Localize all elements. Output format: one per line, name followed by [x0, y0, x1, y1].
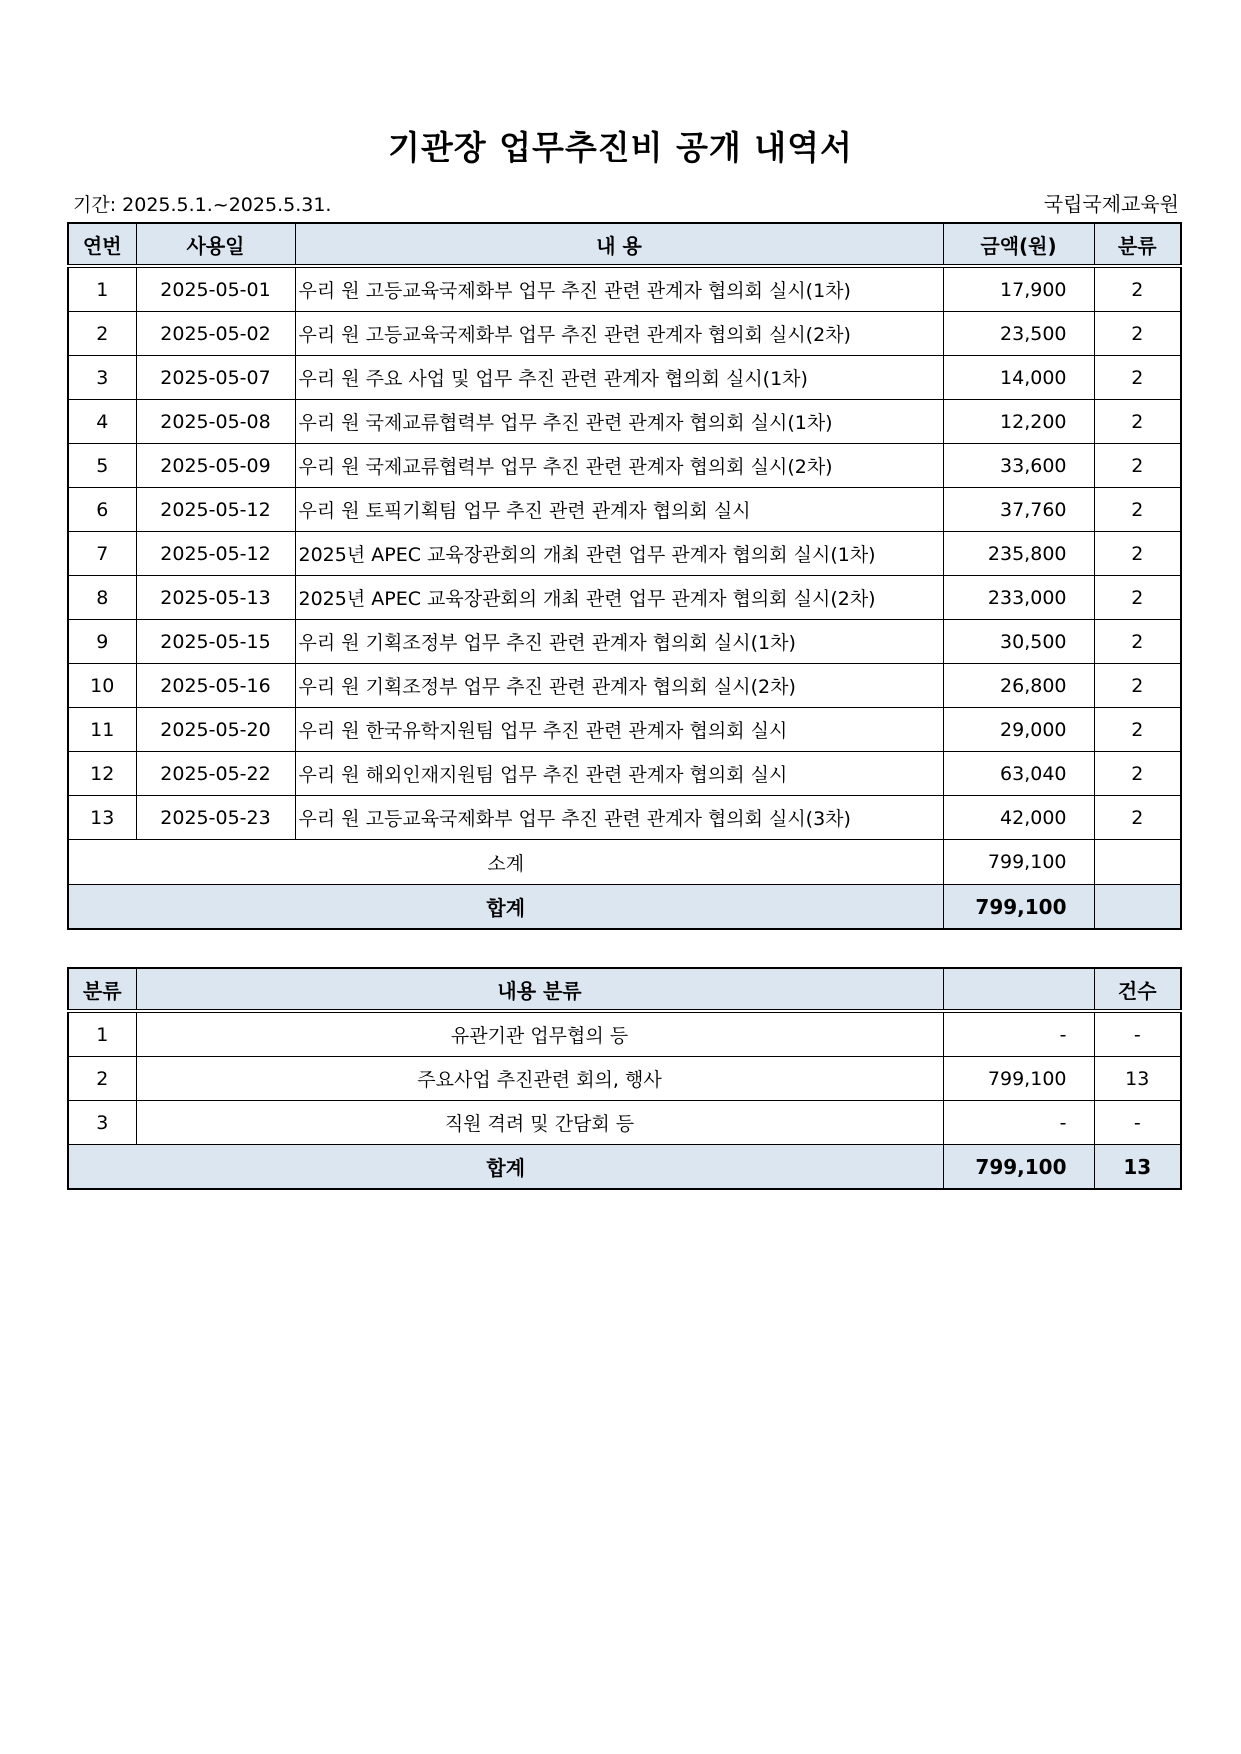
summary-row-count: -	[1094, 1011, 1181, 1057]
table-row	[68, 266, 1181, 312]
summary-row-amount: -	[943, 1101, 1094, 1145]
table-row	[68, 356, 1181, 400]
header-amount: 금액(원)	[943, 223, 1094, 266]
table-row	[68, 444, 1181, 488]
period-label: 기간: 2025.5.1.~2025.5.31.	[73, 194, 332, 216]
row-category: 2	[1094, 312, 1181, 356]
header-no: 연번	[68, 223, 136, 266]
row-amount: 63,040	[943, 752, 1094, 796]
row-no: 1	[68, 266, 136, 312]
row-category: 2	[1094, 576, 1181, 620]
header-category: 분류	[1094, 223, 1181, 266]
table-row	[68, 576, 1181, 620]
row-date: 2025-05-01	[136, 266, 295, 312]
row-content: 우리 원 고등교육국제화부 업무 추진 관련 관계자 협의회 실시(1차)	[295, 266, 943, 312]
row-amount: 23,500	[943, 312, 1094, 356]
table-row	[68, 400, 1181, 444]
row-content: 우리 원 고등교육국제화부 업무 추진 관련 관계자 협의회 실시(2차)	[295, 312, 943, 356]
table-row	[68, 1011, 1181, 1057]
organization-name: 국립국제교육원	[1043, 192, 1179, 216]
row-category: 2	[1094, 752, 1181, 796]
subtotal-row	[68, 840, 1181, 885]
summary-total-row	[68, 1145, 1181, 1190]
summary-header-description: 내용 분류	[136, 968, 943, 1011]
row-amount: 233,000	[943, 576, 1094, 620]
row-no: 13	[68, 796, 136, 840]
row-no: 2	[68, 312, 136, 356]
row-date: 2025-05-07	[136, 356, 295, 400]
row-date: 2025-05-20	[136, 708, 295, 752]
row-category: 2	[1094, 708, 1181, 752]
table-row	[68, 796, 1181, 840]
table-row	[68, 708, 1181, 752]
summary-total-amount: 799,100	[943, 1145, 1094, 1190]
table-row	[68, 532, 1181, 576]
summary-row-description: 주요사업 추진관련 회의, 행사	[136, 1057, 943, 1101]
row-no: 9	[68, 620, 136, 664]
summary-row-description: 유관기관 업무협의 등	[136, 1011, 943, 1057]
table-row	[68, 312, 1181, 356]
summary-header-amount	[943, 968, 1094, 1011]
subtotal-category-empty	[1094, 840, 1181, 885]
summary-header-category: 분류	[68, 968, 136, 1011]
row-category: 2	[1094, 664, 1181, 708]
total-row	[68, 885, 1181, 930]
row-date: 2025-05-13	[136, 576, 295, 620]
row-no: 11	[68, 708, 136, 752]
row-category: 2	[1094, 356, 1181, 400]
row-content: 우리 원 기획조정부 업무 추진 관련 관계자 협의회 실시(2차)	[295, 664, 943, 708]
row-content: 우리 원 고등교육국제화부 업무 추진 관련 관계자 협의회 실시(3차)	[295, 796, 943, 840]
total-label: 합계	[68, 885, 943, 930]
row-content: 우리 원 주요 사업 및 업무 추진 관련 관계자 협의회 실시(1차)	[295, 356, 943, 400]
row-date: 2025-05-09	[136, 444, 295, 488]
row-amount: 17,900	[943, 266, 1094, 312]
row-no: 7	[68, 532, 136, 576]
summary-row-category: 3	[68, 1101, 136, 1145]
row-content: 우리 원 국제교류협력부 업무 추진 관련 관계자 협의회 실시(1차)	[295, 400, 943, 444]
header-date: 사용일	[136, 223, 295, 266]
row-date: 2025-05-22	[136, 752, 295, 796]
category-summary-table	[67, 967, 1182, 1190]
row-amount: 235,800	[943, 532, 1094, 576]
row-category: 2	[1094, 620, 1181, 664]
row-date: 2025-05-23	[136, 796, 295, 840]
summary-row-amount: 799,100	[943, 1057, 1094, 1101]
row-content: 2025년 APEC 교육장관회의 개최 관련 업무 관계자 협의회 실시(1차)	[295, 532, 943, 576]
table-row	[68, 752, 1181, 796]
table-row	[68, 488, 1181, 532]
table-row	[68, 664, 1181, 708]
row-content: 2025년 APEC 교육장관회의 개최 관련 업무 관계자 협의회 실시(2차)	[295, 576, 943, 620]
row-no: 4	[68, 400, 136, 444]
summary-row-amount: -	[943, 1011, 1094, 1057]
summary-header-count: 건수	[1094, 968, 1181, 1011]
summary-table-body	[68, 1011, 1181, 1145]
table-row	[68, 620, 1181, 664]
row-amount: 12,200	[943, 400, 1094, 444]
row-content: 우리 원 기획조정부 업무 추진 관련 관계자 협의회 실시(1차)	[295, 620, 943, 664]
header-content: 내 용	[295, 223, 943, 266]
row-category: 2	[1094, 444, 1181, 488]
row-amount: 14,000	[943, 356, 1094, 400]
row-category: 2	[1094, 400, 1181, 444]
table-row	[68, 1057, 1181, 1101]
summary-row-count: -	[1094, 1101, 1181, 1145]
expense-table	[67, 222, 1182, 930]
row-amount: 30,500	[943, 620, 1094, 664]
summary-row-category: 2	[68, 1057, 136, 1101]
total-category-empty	[1094, 885, 1181, 930]
row-date: 2025-05-02	[136, 312, 295, 356]
row-category: 2	[1094, 532, 1181, 576]
subtotal-amount: 799,100	[943, 840, 1094, 885]
row-date: 2025-05-08	[136, 400, 295, 444]
row-amount: 42,000	[943, 796, 1094, 840]
row-amount: 37,760	[943, 488, 1094, 532]
row-content: 우리 원 한국유학지원팀 업무 추진 관련 관계자 협의회 실시	[295, 708, 943, 752]
summary-row-category: 1	[68, 1011, 136, 1057]
subtotal-label: 소계	[68, 840, 943, 885]
document-title: 기관장 업무추진비 공개 내역서	[388, 128, 853, 167]
row-category: 2	[1094, 488, 1181, 532]
row-no: 12	[68, 752, 136, 796]
row-amount: 33,600	[943, 444, 1094, 488]
table-row	[68, 1101, 1181, 1145]
summary-total-count: 13	[1094, 1145, 1181, 1190]
row-content: 우리 원 토픽기획팀 업무 추진 관련 관계자 협의회 실시	[295, 488, 943, 532]
row-no: 6	[68, 488, 136, 532]
row-no: 3	[68, 356, 136, 400]
row-amount: 29,000	[943, 708, 1094, 752]
row-content: 우리 원 국제교류협력부 업무 추진 관련 관계자 협의회 실시(2차)	[295, 444, 943, 488]
row-date: 2025-05-16	[136, 664, 295, 708]
row-date: 2025-05-12	[136, 488, 295, 532]
row-amount: 26,800	[943, 664, 1094, 708]
row-category: 2	[1094, 796, 1181, 840]
summary-row-count: 13	[1094, 1057, 1181, 1101]
summary-table-header	[68, 968, 1181, 1011]
row-no: 5	[68, 444, 136, 488]
total-amount: 799,100	[943, 885, 1094, 930]
summary-row-description: 직원 격려 및 간담회 등	[136, 1101, 943, 1145]
row-no: 8	[68, 576, 136, 620]
row-no: 10	[68, 664, 136, 708]
expense-table-header	[68, 223, 1181, 266]
expense-table-body	[68, 266, 1181, 840]
summary-total-label: 합계	[68, 1145, 943, 1190]
row-content: 우리 원 해외인재지원팀 업무 추진 관련 관계자 협의회 실시	[295, 752, 943, 796]
row-date: 2025-05-12	[136, 532, 295, 576]
row-category: 2	[1094, 266, 1181, 312]
row-date: 2025-05-15	[136, 620, 295, 664]
